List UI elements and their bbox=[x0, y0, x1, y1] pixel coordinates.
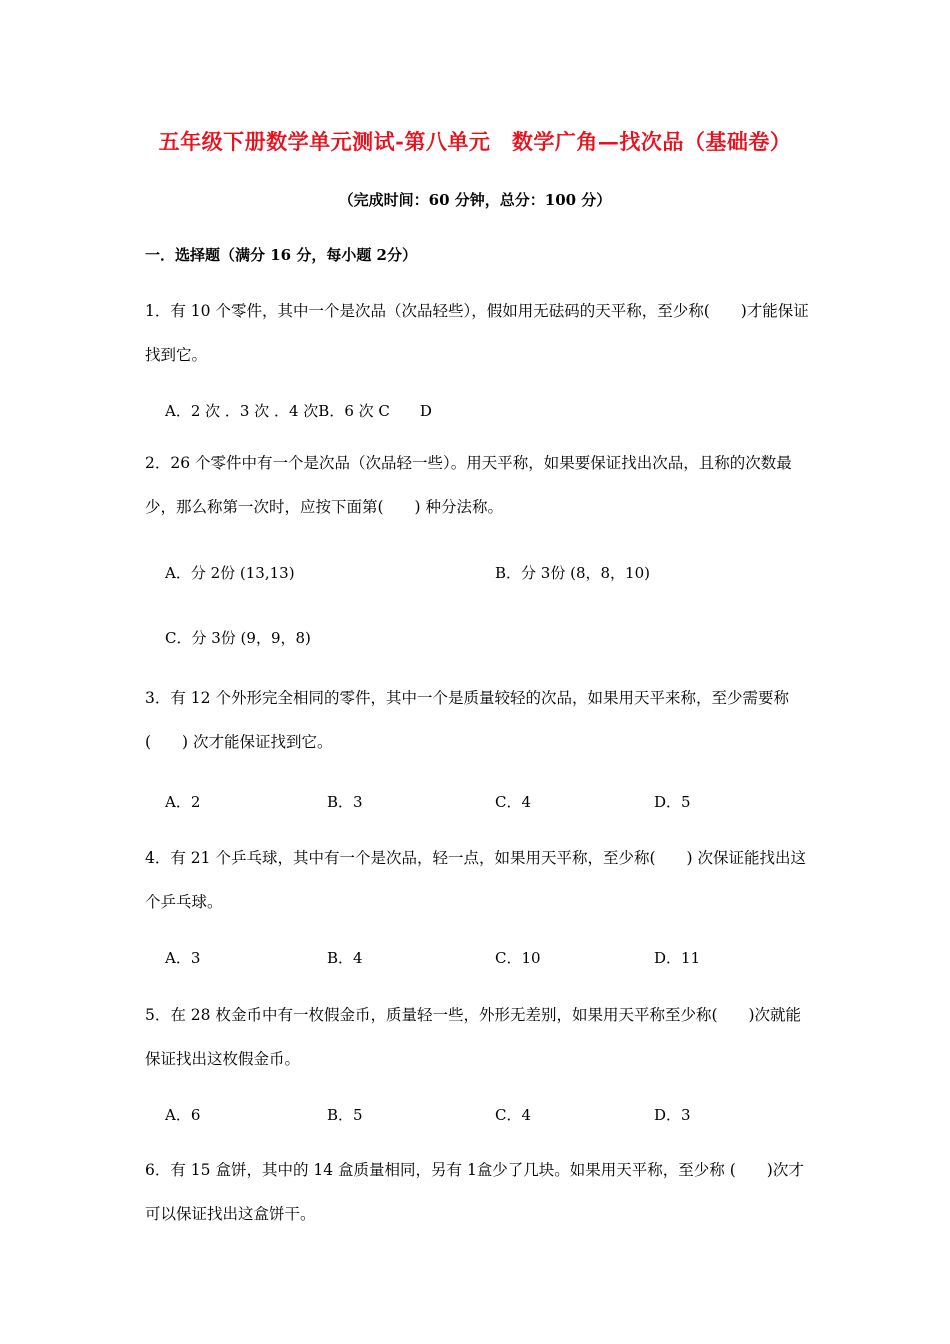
question-5: 5．在 28 枚金币中有一枚假金币，质量轻一些，外形无差别，如果用天平称至少称( )次就能保证找出这枚假金币。 bbox=[145, 1006, 802, 1068]
question-6: 6．有 15 盒饼，其中的 14 盒质量相同，另有 1盒少了几块。如果用天平称，至少称 ( )次才可以保证找出这盒饼干。 bbox=[145, 1161, 804, 1223]
question-5-option-a: A．6 bbox=[165, 1106, 201, 1124]
question-2-option-c: C．分 3份 (9，9，8) bbox=[165, 629, 311, 647]
section-heading: 一．选择题（满分 16 分，每小题 2分） bbox=[145, 246, 417, 264]
question-1-options: A．2 次 ．3 次 ．4 次B．6 次 C D bbox=[165, 402, 432, 420]
question-3-option-a: A．2 bbox=[165, 793, 201, 811]
question-2-option-b: B．分 3份 (8，8，10) bbox=[495, 564, 650, 582]
question-2-option-a: A．分 2份 (13,13) bbox=[165, 564, 295, 582]
question-5-option-b: B．5 bbox=[327, 1106, 363, 1124]
question-4: 4．有 21 个乒乓球，其中有一个是次品，轻一点，如果用天平称，至少称( ) 次保证能找出这个乒乓球。 bbox=[145, 849, 806, 911]
page-title: 五年级下册数学单元测试-第八单元 数学广角—找次品（基础卷） bbox=[158, 129, 792, 154]
question-4-option-d: D．11 bbox=[654, 949, 701, 967]
question-4-option-a: A．3 bbox=[165, 949, 201, 967]
question-2: 2．26 个零件中有一个是次品（次品轻一些）。用天平称，如果要保证找出次品，且称的次数最少，那么称第一次时，应按下面第( ) 种分法称。 bbox=[145, 454, 792, 516]
question-3-option-b: B．3 bbox=[327, 793, 363, 811]
question-4-option-c: C．10 bbox=[495, 949, 541, 967]
question-3-option-c: C．4 bbox=[495, 793, 532, 811]
question-3-option-d: D．5 bbox=[654, 793, 691, 811]
question-5-option-c: C．4 bbox=[495, 1106, 532, 1124]
question-1: 1．有 10 个零件，其中一个是次品（次品轻些），假如用无砝码的天平称，至少称( )才能保证找到它。 bbox=[145, 302, 809, 364]
question-4-option-b: B．4 bbox=[327, 949, 363, 967]
page-subtitle: （完成时间：60 分钟，总分：100 分） bbox=[338, 191, 612, 209]
question-5-option-d: D．3 bbox=[654, 1106, 691, 1124]
question-3: 3．有 12 个外形完全相同的零件，其中一个是质量较轻的次品，如果用天平来称，至少需要称( ) 次才能保证找到它。 bbox=[145, 689, 789, 751]
